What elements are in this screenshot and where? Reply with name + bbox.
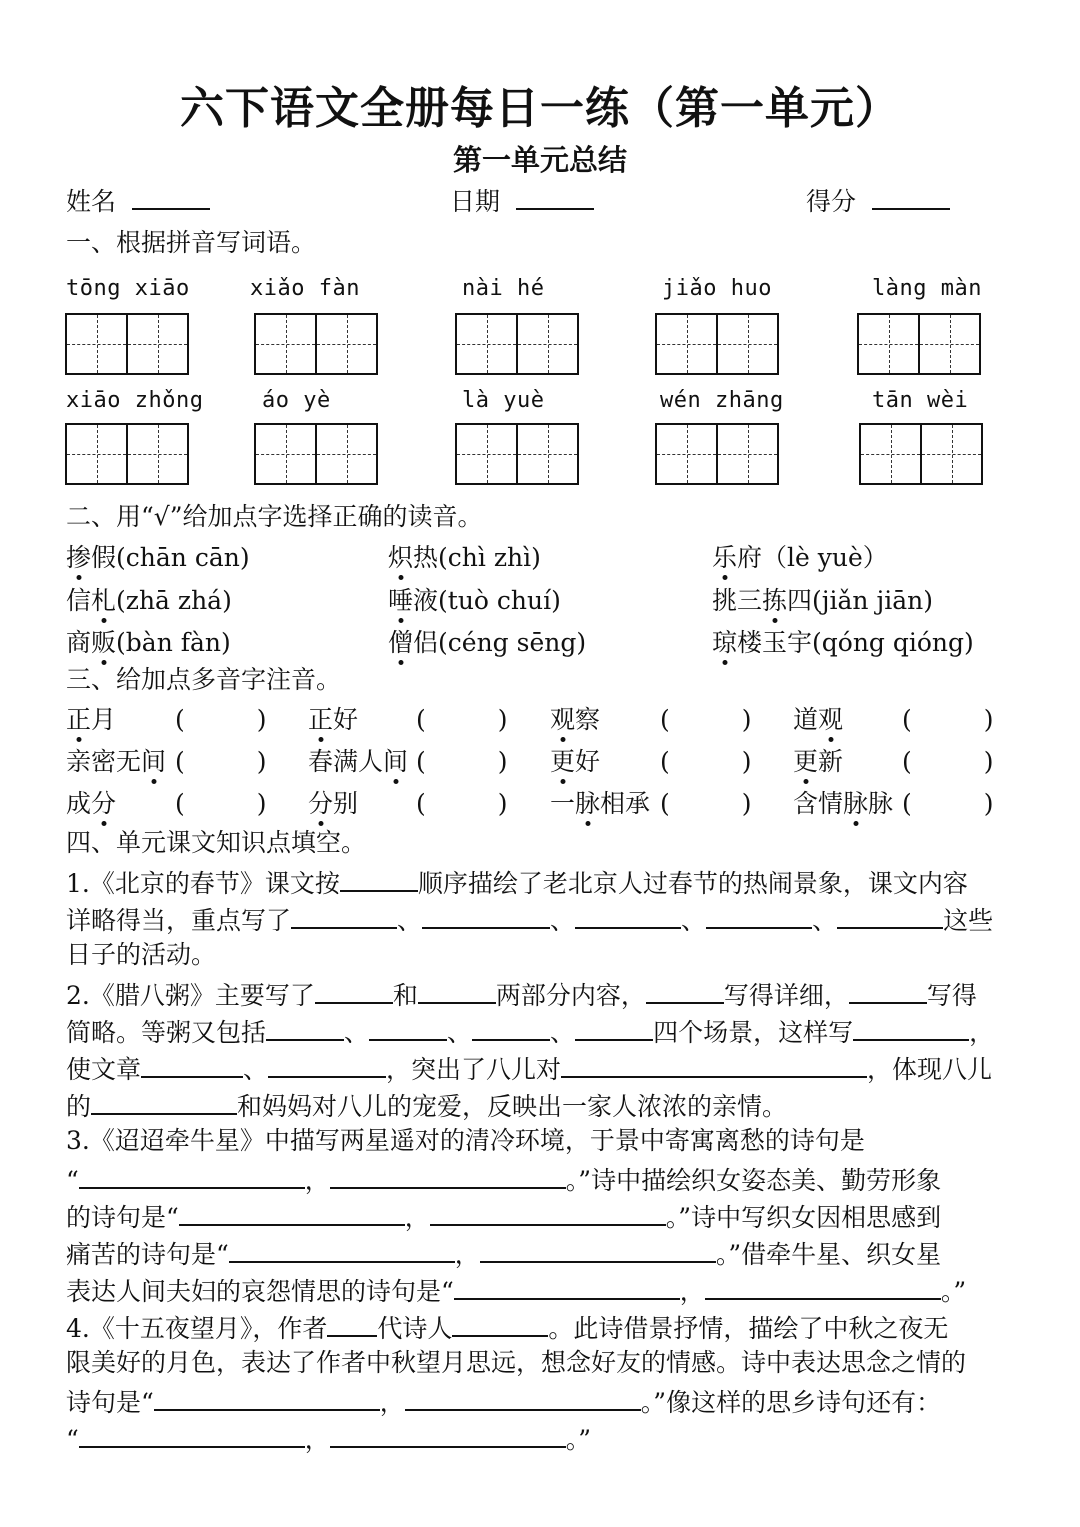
blank[interactable] [405, 1387, 641, 1411]
question-3-line: 的诗句是“ ， 。”诗中写织女因相思感到 [66, 1203, 942, 1232]
score-label: 得分 [806, 187, 857, 216]
blank[interactable] [154, 1387, 380, 1411]
pinyin: tān wèi [872, 388, 969, 413]
question-2-line: 简略。等粥又包括 、 、 、 四个场景，这样写 ， [66, 1018, 995, 1047]
blank[interactable] [849, 980, 927, 1004]
blank[interactable] [837, 905, 943, 929]
blank[interactable] [561, 1054, 867, 1078]
blank[interactable] [315, 980, 393, 1004]
answer-paren[interactable]: ( ) [660, 747, 752, 776]
blank[interactable] [575, 1017, 653, 1041]
question-2-line: 的 和妈妈对八儿的宠爱，反映出一家人浓浓的亲情。 [66, 1092, 788, 1121]
blank[interactable] [454, 1276, 680, 1300]
writing-grid[interactable] [857, 313, 981, 375]
page-title: 六下语文全册每日一练（第一单元） [180, 83, 900, 134]
section4-heading: 四、单元课文知识点填空。 [66, 828, 367, 857]
question-2-line: 使文章 、 ，突出了八儿对 ，体现八儿 [66, 1055, 993, 1084]
polyphone-item: 道观 [793, 705, 844, 734]
pinyin: áo yè [262, 388, 331, 413]
answer-paren[interactable]: ( ) [902, 705, 994, 734]
score-field[interactable] [806, 186, 950, 214]
blank[interactable] [575, 905, 681, 929]
question-2-line: 2.《腊八粥》主要写了 和 两部分内容， 写得详细， 写得 [66, 981, 977, 1010]
blank[interactable] [330, 1424, 566, 1448]
blank[interactable] [422, 905, 550, 929]
question-4-line: 诗句是“ ， 。”像这样的思乡诗句还有： [66, 1388, 942, 1417]
answer-paren[interactable]: ( ) [902, 747, 994, 776]
polyphone-item: 更好 [550, 747, 601, 776]
reading-choice[interactable]: 炽热(chì zhì) [388, 543, 541, 572]
pinyin: xiāo zhǒng [66, 388, 204, 413]
section1-heading: 一、根据拼音写词语。 [66, 228, 317, 257]
blank[interactable] [268, 1054, 386, 1078]
polyphone-item: 观察 [550, 705, 601, 734]
pinyin: nài hé [462, 276, 545, 301]
polyphone-item: 亲密无间 [66, 747, 167, 776]
writing-grid[interactable] [65, 423, 189, 485]
answer-paren[interactable]: ( ) [416, 789, 508, 818]
question-1-line: 日子的活动。 [66, 940, 217, 969]
reading-choice[interactable]: 挑三拣四(jiǎn jiān) [712, 586, 933, 615]
blank[interactable] [330, 1165, 566, 1189]
page-subtitle: 第一单元总结 [452, 143, 627, 177]
question-3-line: 3.《迢迢牵牛星》中描写两星遥对的清冷环境，于景中寄寓离愁的诗句是 [66, 1126, 865, 1155]
question-4-line: 4.《十五夜望月》，作者 代诗人 。此诗借景抒情，描绘了中秋之夜无 [66, 1314, 949, 1343]
blank[interactable] [229, 1239, 455, 1263]
blank[interactable] [141, 1054, 243, 1078]
polyphone-item: 含情脉脉 [793, 789, 894, 818]
question-3-line: 表达人间夫妇的哀怨情思的诗句是“ ， 。” [66, 1277, 967, 1306]
answer-paren[interactable]: ( ) [175, 747, 267, 776]
polyphone-item: 春满人间 [308, 747, 409, 776]
polyphone-item: 一脉相承 [550, 789, 651, 818]
date-label: 日期 [450, 187, 501, 216]
blank[interactable] [340, 868, 418, 892]
writing-grid[interactable] [655, 313, 779, 375]
question-3-line: 痛苦的诗句是“ ， 。”借牵牛星、织女星 [66, 1240, 942, 1269]
date-field[interactable] [450, 186, 594, 214]
question-4-line: 限美好的月色，表达了作者中秋望月思远，想念好友的情感。诗中表达思念之情的 [66, 1348, 967, 1377]
question-3-line: “ ， 。”诗中描绘织女姿态美、勤劳形象 [66, 1166, 942, 1195]
answer-paren[interactable]: ( ) [416, 705, 508, 734]
polyphone-item: 成分 [66, 789, 117, 818]
answer-paren[interactable]: ( ) [660, 705, 752, 734]
blank[interactable] [79, 1165, 305, 1189]
writing-grid[interactable] [65, 313, 189, 375]
blank[interactable] [327, 1313, 377, 1337]
name-label: 姓名 [66, 187, 117, 216]
name-field[interactable] [66, 186, 210, 214]
blank[interactable] [706, 905, 812, 929]
pinyin: làng màn [872, 276, 982, 301]
writing-grid[interactable] [859, 423, 983, 485]
reading-choice[interactable]: 商贩(bàn fàn) [66, 628, 231, 657]
polyphone-item: 更新 [793, 747, 844, 776]
writing-grid[interactable] [655, 423, 779, 485]
blank[interactable] [369, 1017, 447, 1041]
answer-paren[interactable]: ( ) [416, 747, 508, 776]
reading-choice[interactable]: 掺假(chān cān) [66, 543, 250, 572]
blank[interactable] [480, 1239, 716, 1263]
blank[interactable] [705, 1276, 941, 1300]
blank[interactable] [430, 1202, 666, 1226]
blank[interactable] [853, 1017, 969, 1041]
answer-paren[interactable]: ( ) [902, 789, 994, 818]
pinyin: jiǎo huo [662, 276, 772, 301]
reading-choice[interactable]: 唾液(tuò chuí) [388, 586, 561, 615]
reading-choice[interactable]: 琼楼玉宇(qóng qióng) [712, 628, 974, 657]
pinyin: wén zhāng [660, 388, 784, 413]
blank[interactable] [452, 1313, 548, 1337]
polyphone-item: 正好 [308, 705, 359, 734]
blank[interactable] [291, 905, 397, 929]
blank[interactable] [418, 980, 496, 1004]
blank[interactable] [179, 1202, 405, 1226]
blank[interactable] [472, 1017, 550, 1041]
writing-grid[interactable] [455, 423, 579, 485]
writing-grid[interactable] [254, 313, 378, 375]
reading-choice[interactable]: 僧侣(céng sēng) [388, 628, 587, 657]
writing-grid[interactable] [254, 423, 378, 485]
section3-heading: 三、给加点多音字注音。 [66, 665, 342, 694]
question-1-line: 详略得当，重点写了 、 、 、 、 这些 [66, 906, 994, 935]
pinyin: xiǎo fàn [250, 276, 360, 301]
pinyin: là yuè [462, 388, 545, 413]
blank[interactable] [79, 1424, 305, 1448]
section2-heading: 二、用“√”给加点字选择正确的读音。 [66, 502, 483, 531]
blank[interactable] [646, 980, 724, 1004]
answer-paren[interactable]: ( ) [660, 789, 752, 818]
reading-choice[interactable]: 信札(zhā zhá) [66, 586, 232, 615]
blank[interactable] [266, 1017, 344, 1041]
writing-grid[interactable] [455, 313, 579, 375]
polyphone-item: 分别 [308, 789, 359, 818]
blank[interactable] [91, 1091, 237, 1115]
reading-choice[interactable]: 乐府（lè yuè） [712, 543, 888, 572]
polyphone-item: 正月 [66, 705, 117, 734]
answer-paren[interactable]: ( ) [175, 705, 267, 734]
question-1-line: 1.《北京的春节》课文按 顺序描绘了老北京人过春节的热闹景象，课文内容 [66, 869, 968, 898]
pinyin: tōng xiāo [66, 276, 190, 301]
question-4-line: “ ， 。” [66, 1425, 592, 1454]
answer-paren[interactable]: ( ) [175, 789, 267, 818]
